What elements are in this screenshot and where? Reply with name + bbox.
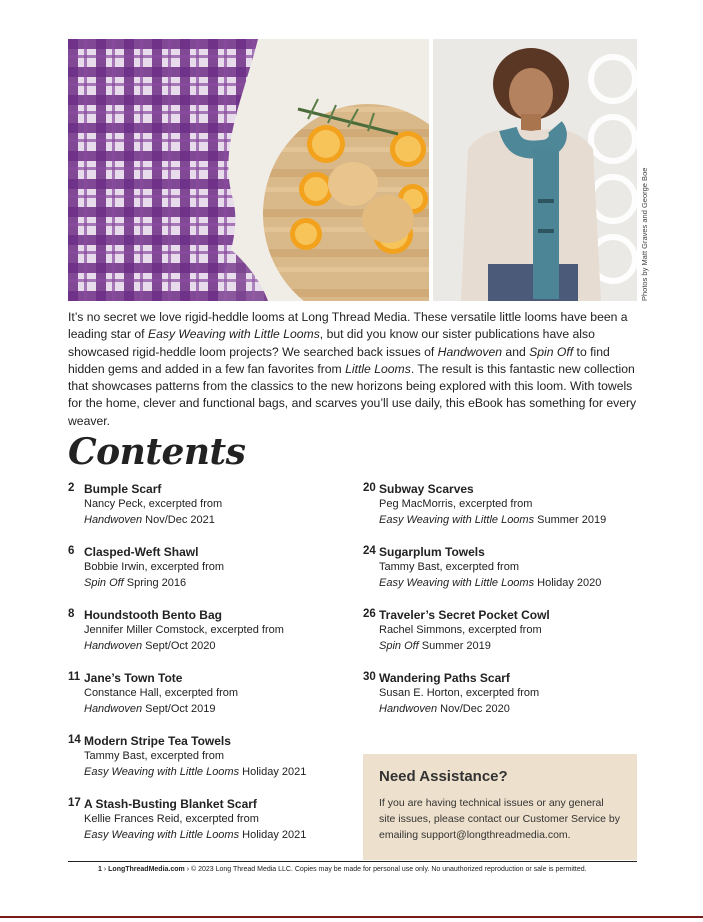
toc-author: Constance Hall, excerpted from	[84, 687, 239, 699]
toc-title[interactable]: Wandering Paths Scarf	[379, 671, 510, 685]
toc-page-number: 11	[68, 671, 81, 683]
toc-title[interactable]: A Stash-Busting Blanket Scarf	[84, 797, 257, 811]
toc-author: Nancy Peck, excerpted from	[84, 498, 223, 510]
toc-title[interactable]: Modern Stripe Tea Towels	[84, 734, 231, 748]
hero-photo-left	[68, 39, 429, 301]
toc-author: Bobbie Irwin, excerpted from	[84, 561, 225, 573]
footer-page-number: 1	[98, 866, 102, 873]
toc-author: Kellie Frances Reid, excerpted from	[84, 813, 259, 825]
toc-source: Easy Weaving with Little Looms Holiday 2021	[84, 829, 307, 841]
toc-author: Rachel Simmons, excerpted from	[379, 624, 542, 636]
model-with-scarf-image	[433, 39, 637, 301]
toc-source: Easy Weaving with Little Looms Summer 2019	[379, 514, 607, 526]
toc-source: Handwoven Sept/Oct 2019	[84, 703, 216, 715]
toc-author: Susan E. Horton, excerpted from	[379, 687, 540, 699]
toc-source: Handwoven Nov/Dec 2021	[84, 514, 215, 526]
assistance-body: If you are having technical issues or any general site issues, please contact our Customer Service by emailing support@longthreadmedia.com.	[379, 797, 621, 841]
assistance-title: Need Assistance?	[379, 768, 508, 785]
toc-source: Spin Off Spring 2016	[84, 577, 187, 589]
bottom-accent-bar	[0, 916, 703, 918]
book-title: Handwoven	[437, 344, 503, 359]
toc-title[interactable]: Subway Scarves	[379, 482, 474, 496]
intro-paragraph: It’s no secret we love rigid-heddle looms at Long Thread Media. These versatile little looms have been a leading star of Easy Weaving with Little Looms, but did you know our sister publications have also showcased rigid-heddle loom projects? We searched back issues of Handwoven and Spin Off to find hidden gems and added in a few fan favorites from Little Looms. The result is this fantastic new collection that showcases patterns from the classics to the new horizons being explored with this loom. With towels for the home, clever and functional bags, and scarves you’ll use daily, this eBook has something for every weaver.	[68, 310, 637, 428]
toc-title[interactable]: Clasped-Weft Shawl	[84, 545, 199, 559]
toc-author: Tammy Bast, excerpted from	[379, 561, 519, 573]
toc-title[interactable]: Bumple Scarf	[84, 482, 162, 496]
footer: 1 › LongThreadMedia.com › © 2023 Long Thread Media LLC. Copies may be made for personal use only. No unauthorized reproduction or sale is permitted.	[98, 866, 587, 873]
photo-credit: Photos by Matt Graves and George Boe	[640, 167, 649, 301]
toc-page-number: 24	[363, 545, 376, 557]
toc-source: Spin Off Summer 2019	[379, 640, 491, 652]
toc-title[interactable]: Traveler’s Secret Pocket Cowl	[379, 608, 550, 622]
toc-source: Easy Weaving with Little Looms Holiday 2020	[379, 577, 602, 589]
toc-page-number: 8	[68, 608, 75, 620]
toc-title[interactable]: Houndstooth Bento Bag	[84, 608, 222, 622]
toc-page-number: 20	[363, 482, 376, 494]
toc-page-number: 26	[363, 608, 376, 620]
toc-source: Handwoven Sept/Oct 2020	[84, 640, 216, 652]
toc-author: Peg MacMorris, excerpted from	[379, 498, 533, 510]
toc-page-number: 17	[68, 797, 81, 809]
contents-heading: Contents	[68, 431, 246, 473]
toc-source: Easy Weaving with Little Looms Holiday 2021	[84, 766, 307, 778]
assistance-box	[363, 754, 637, 860]
book-title: Little Looms	[345, 361, 411, 376]
book-title: Easy Weaving with Little Looms	[147, 327, 320, 342]
footer-copyright: © 2023 Long Thread Media LLC. Copies may be made for personal use only. No unauthorized reproduction or sale is permitted.	[191, 866, 587, 873]
toc-page-number: 14	[68, 734, 81, 746]
hero-photo-right	[433, 39, 637, 301]
toc-author: Tammy Bast, excerpted from	[84, 750, 224, 762]
toc-page-number: 6	[68, 545, 75, 557]
toc-source: Handwoven Nov/Dec 2020	[379, 703, 510, 715]
toc-author: Jennifer Miller Comstock, excerpted from	[84, 624, 284, 636]
book-title: Spin Off	[529, 344, 574, 359]
footer-site-link[interactable]: LongThreadMedia.com	[108, 866, 185, 873]
footer-divider	[68, 861, 637, 862]
plaid-towel-image	[68, 39, 429, 301]
toc-page-number: 2	[68, 482, 75, 494]
toc-page-number: 30	[363, 671, 376, 683]
toc-title[interactable]: Sugarplum Towels	[379, 545, 485, 559]
toc-title[interactable]: Jane’s Town Tote	[84, 671, 183, 685]
